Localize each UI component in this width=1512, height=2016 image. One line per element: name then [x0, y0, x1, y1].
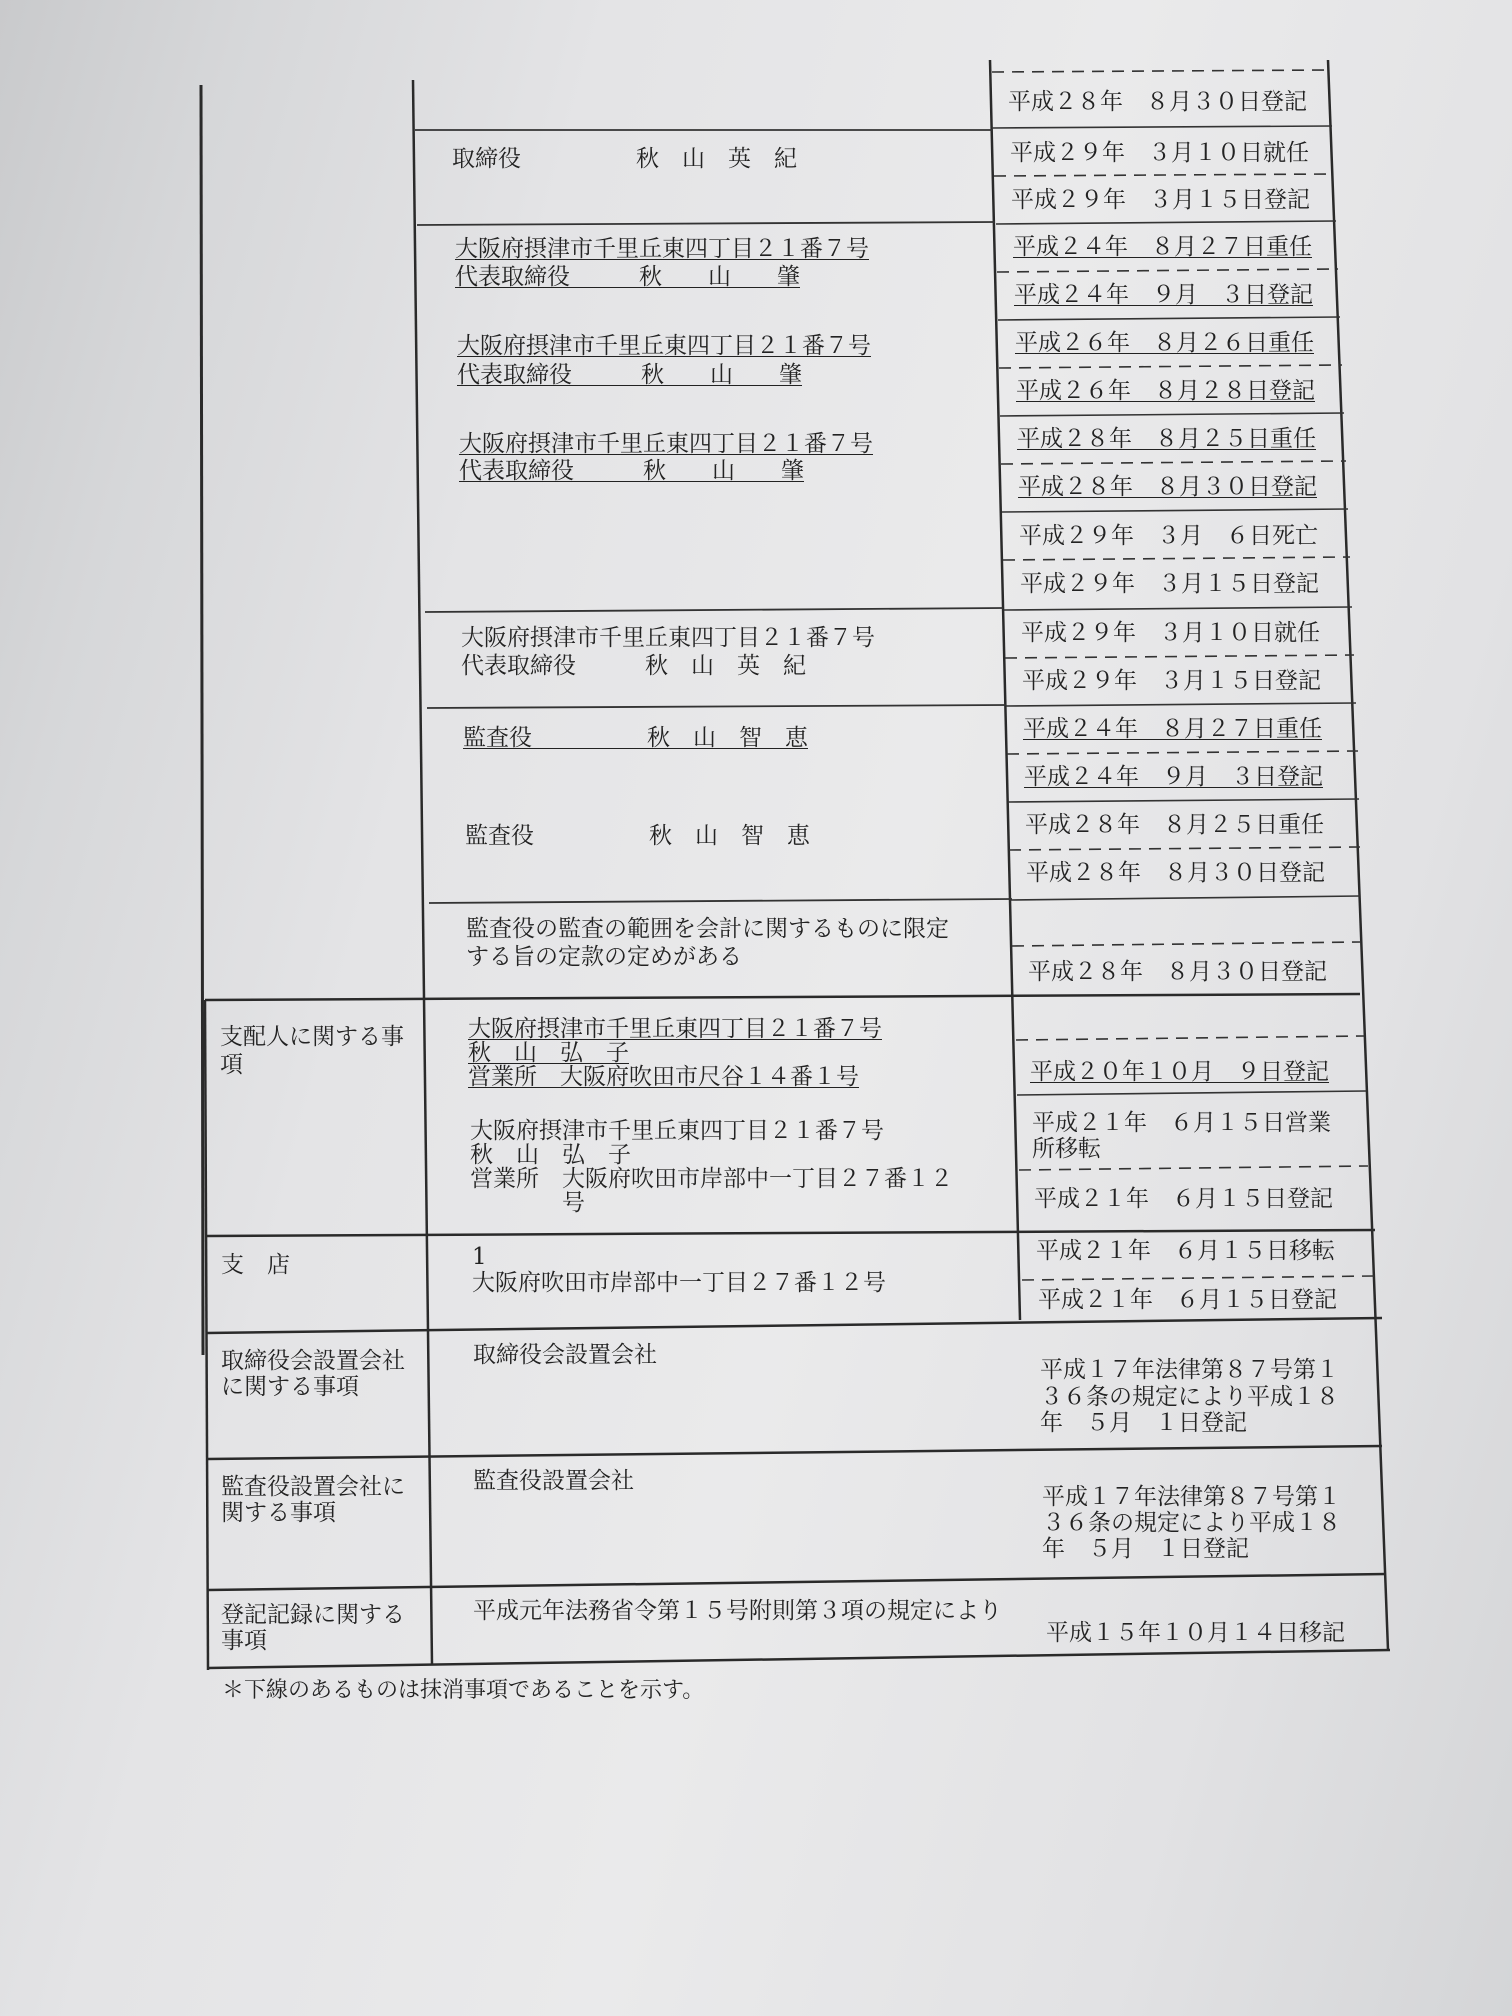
- officer-rep-address-4: 大阪府摂津市千里丘東四丁目２１番７号: [461, 625, 875, 651]
- board-note-3: 年 ５月 １日登記: [1040, 1410, 1247, 1436]
- branch-heading: 支 店: [221, 1252, 290, 1278]
- branch-number: 1: [472, 1244, 487, 1270]
- board-note-1: 平成１７年法律第８７号第１: [1040, 1357, 1339, 1383]
- auditor-co-note-3: 年 ５月 １日登記: [1042, 1536, 1249, 1562]
- date-entry: 所移転: [1032, 1136, 1101, 1162]
- auditor-co-heading-line2: 関する事項: [221, 1500, 336, 1526]
- board-content: 取締役会設置会社: [473, 1342, 657, 1368]
- date-entry: 平成２９年 ３月１５日登記: [1022, 668, 1321, 694]
- officer-auditor-name-2: 監査役 秋 山 智 恵: [465, 823, 810, 849]
- auditor-co-note-2: ３６条の規定により平成１８: [1042, 1510, 1341, 1536]
- auditor-co-heading-line1: 監査役設置会社に: [221, 1474, 405, 1500]
- auditor-co-note-1: 平成１７年法律第８７号第１: [1042, 1484, 1341, 1510]
- manager-heading-line2: 項: [220, 1052, 243, 1078]
- date-entry: 平成２９年 ３月１５日登記: [1020, 571, 1319, 597]
- auditor-scope-line2: する旨の定款の定めがある: [466, 944, 742, 970]
- manager-office-1: 営業所 大阪府吹田市尺谷１４番１号: [468, 1064, 859, 1090]
- date-entry: 平成２０年１０月 ９日登記: [1030, 1059, 1329, 1085]
- date-entry: 平成２４年 ８月２７日重任: [1013, 234, 1312, 260]
- officer-rep-name-4: 代表取締役 秋 山 英 紀: [461, 653, 806, 679]
- record-date: 平成１５年１０月１４日移記: [1046, 1620, 1345, 1646]
- auditor-scope-line1: 監査役の監査の範囲を会計に関するものに限定: [466, 916, 949, 942]
- record-heading-line1: 登記記録に関する: [221, 1602, 405, 1628]
- officer-director-name: 取締役 秋 山 英 紀: [452, 146, 797, 172]
- footnote: ＊下線のあるものは抹消事項であることを示す。: [222, 1678, 705, 1703]
- date-entry: 平成２８年 ８月３０日登記: [1026, 860, 1325, 886]
- date-entry: 平成２９年 ３月１０日就任: [1010, 140, 1309, 166]
- record-heading-line2: 事項: [221, 1628, 267, 1654]
- board-note-2: ３６条の規定により平成１８: [1040, 1384, 1339, 1410]
- date-entry: 平成２９年 ３月１５日登記: [1011, 187, 1310, 213]
- date-entry: 平成２８年 ８月２５日重任: [1017, 426, 1316, 452]
- date-entry: 平成２６年 ８月２６日重任: [1015, 330, 1314, 356]
- manager-heading-line1: 支配人に関する事: [220, 1024, 404, 1050]
- board-heading-line1: 取締役会設置会社: [221, 1348, 405, 1374]
- officer-rep-address-1: 大阪府摂津市千里丘東四丁目２１番７号: [455, 236, 869, 262]
- date-entry: 平成２１年 ６月１５日登記: [1034, 1186, 1333, 1212]
- officer-rep-name-3: 代表取締役 秋 山 肇: [459, 458, 804, 484]
- date-entry: 平成２１年 ６月１５日登記: [1038, 1287, 1337, 1313]
- officer-rep-address-2: 大阪府摂津市千里丘東四丁目２１番７号: [457, 333, 871, 359]
- date-entry: 平成２８年 ８月３０日登記: [1008, 89, 1307, 115]
- date-entry: 平成２９年 ３月１０日就任: [1021, 620, 1320, 646]
- officer-rep-address-3: 大阪府摂津市千里丘東四丁目２１番７号: [459, 431, 873, 457]
- manager-office-2: 営業所 大阪府吹田市岸部中一丁目２７番１２: [470, 1166, 953, 1192]
- date-entry: 平成２４年 ８月２７日重任: [1023, 716, 1322, 742]
- record-content: 平成元年法務省令第１５号附則第３項の規定により: [473, 1598, 1002, 1624]
- manager-office-2-cont: 号: [470, 1190, 585, 1216]
- date-entry: 平成２１年 ６月１５日営業: [1032, 1110, 1331, 1136]
- date-entry: 平成２４年 ９月 ３日登記: [1014, 282, 1313, 308]
- auditor-co-content: 監査役設置会社: [473, 1468, 634, 1494]
- date-entry: 平成２６年 ８月２８日登記: [1016, 378, 1315, 404]
- manager-name-1: 秋 山 弘 子: [468, 1040, 629, 1066]
- date-entry: 平成２１年 ６月１５日移転: [1036, 1238, 1335, 1264]
- branch-address: 大阪府吹田市岸部中一丁目２７番１２号: [472, 1270, 886, 1296]
- officer-auditor-name-1: 監査役 秋 山 智 恵: [463, 725, 808, 751]
- date-entry: 平成２８年 ８月３０日登記: [1018, 474, 1317, 500]
- date-entry: 平成２８年 ８月３０日登記: [1028, 959, 1327, 985]
- manager-name-2: 秋 山 弘 子: [470, 1142, 631, 1168]
- date-entry: 平成２８年 ８月２５日重任: [1025, 812, 1324, 838]
- board-heading-line2: に関する事項: [221, 1374, 359, 1400]
- date-entry: 平成２９年 ３月 ６日死亡: [1019, 523, 1318, 549]
- officer-rep-name-1: 代表取締役 秋 山 肇: [455, 264, 800, 290]
- manager-address-1: 大阪府摂津市千里丘東四丁目２１番７号: [468, 1016, 882, 1042]
- manager-address-2: 大阪府摂津市千里丘東四丁目２１番７号: [470, 1118, 884, 1144]
- date-entry: 平成２４年 ９月 ３日登記: [1024, 764, 1323, 790]
- officer-rep-name-2: 代表取締役 秋 山 肇: [457, 362, 802, 388]
